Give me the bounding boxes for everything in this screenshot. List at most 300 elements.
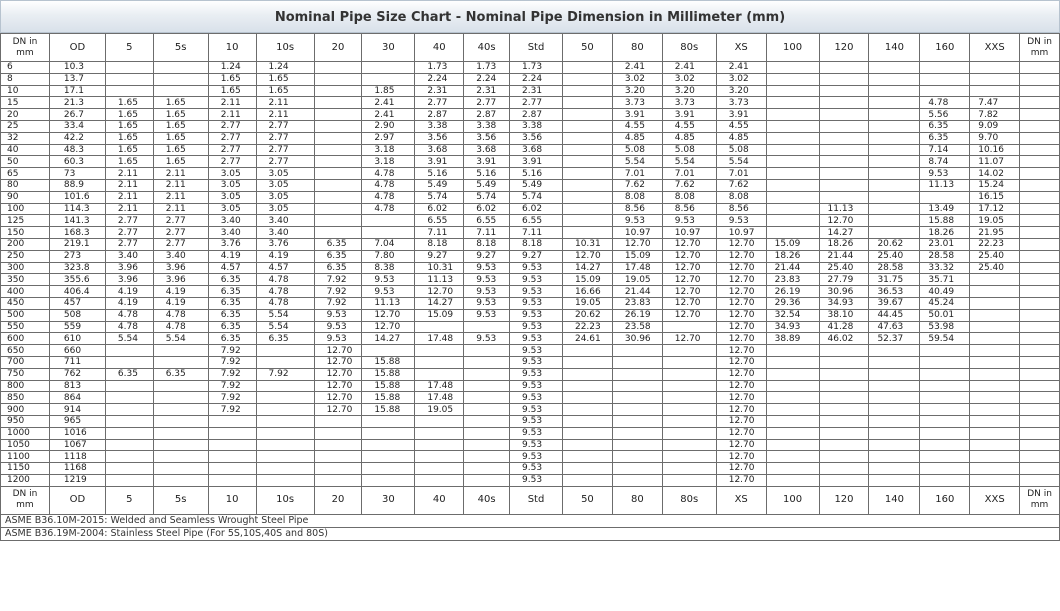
value-cell: [314, 62, 362, 74]
dn-cell: 1200: [1, 474, 50, 486]
value-cell: 3.40: [256, 215, 314, 227]
value-cell: 2.24: [415, 73, 464, 85]
value-cell: 6.55: [510, 215, 563, 227]
value-cell: [766, 227, 819, 239]
value-cell: [819, 179, 869, 191]
value-cell: 12.70: [716, 356, 766, 368]
value-cell: 1.65: [153, 144, 208, 156]
table-row: [1, 238, 1060, 250]
value-cell: [105, 380, 153, 392]
value-cell: 12.70: [662, 262, 716, 274]
value-cell: [1020, 321, 1060, 333]
value-cell: 21.44: [612, 286, 662, 298]
value-cell: [314, 144, 362, 156]
value-cell: 1.65: [153, 156, 208, 168]
value-cell: [415, 415, 464, 427]
value-cell: [612, 427, 662, 439]
value-cell: 6.35: [208, 274, 256, 286]
value-cell: [256, 380, 314, 392]
value-cell: 21.95: [970, 227, 1020, 239]
value-cell: 4.57: [256, 262, 314, 274]
value-cell: 15.88: [920, 215, 970, 227]
value-cell: 6.55: [464, 215, 510, 227]
value-cell: [464, 345, 510, 357]
value-cell: [562, 380, 612, 392]
header-col-17: 140: [869, 34, 920, 62]
value-cell: 2.90: [362, 120, 415, 132]
value-cell: 3.02: [662, 73, 716, 85]
od-cell: 168.3: [49, 227, 105, 239]
value-cell: [869, 132, 920, 144]
footer-col-11: 50: [562, 486, 612, 514]
value-cell: 2.11: [256, 109, 314, 121]
value-cell: 15.88: [362, 380, 415, 392]
value-cell: 1.24: [208, 62, 256, 74]
value-cell: 11.13: [362, 297, 415, 309]
value-cell: 10.16: [970, 144, 1020, 156]
value-cell: 17.48: [415, 333, 464, 345]
table-row: [1, 380, 1060, 392]
value-cell: 2.77: [153, 238, 208, 250]
dn-cell: 700: [1, 356, 50, 368]
footer-header-row: [1, 486, 1060, 514]
value-cell: 5.16: [415, 168, 464, 180]
value-cell: 4.78: [362, 203, 415, 215]
dn-cell: 200: [1, 238, 50, 250]
od-cell: 457: [49, 297, 105, 309]
value-cell: [105, 427, 153, 439]
value-cell: 5.54: [612, 156, 662, 168]
header-row: [1, 34, 1060, 62]
value-cell: 9.53: [716, 215, 766, 227]
value-cell: 12.70: [716, 250, 766, 262]
value-cell: 3.40: [153, 250, 208, 262]
value-cell: 2.87: [464, 109, 510, 121]
dn-cell: 8: [1, 73, 50, 85]
value-cell: [1020, 73, 1060, 85]
value-cell: 7.11: [415, 227, 464, 239]
value-cell: [256, 345, 314, 357]
value-cell: 1.65: [153, 132, 208, 144]
value-cell: [766, 439, 819, 451]
value-cell: 6.35: [920, 120, 970, 132]
value-cell: [869, 85, 920, 97]
header-col-3: 5s: [153, 34, 208, 62]
value-cell: [464, 368, 510, 380]
value-cell: 3.05: [256, 179, 314, 191]
value-cell: 7.92: [256, 368, 314, 380]
value-cell: 4.55: [716, 120, 766, 132]
value-cell: 1.73: [464, 62, 510, 74]
footer-col-3: 5s: [153, 486, 208, 514]
value-cell: [1020, 156, 1060, 168]
value-cell: [1020, 203, 1060, 215]
value-cell: [612, 474, 662, 486]
value-cell: 4.78: [256, 297, 314, 309]
dn-cell: 750: [1, 368, 50, 380]
value-cell: [562, 215, 612, 227]
value-cell: [766, 404, 819, 416]
dn-cell: 6: [1, 62, 50, 74]
dn-cell: 100: [1, 203, 50, 215]
value-cell: 18.26: [920, 227, 970, 239]
value-cell: 17.48: [415, 392, 464, 404]
value-cell: [464, 415, 510, 427]
value-cell: [362, 415, 415, 427]
value-cell: [662, 368, 716, 380]
value-cell: 9.53: [510, 368, 563, 380]
dn-cell: 20: [1, 109, 50, 121]
value-cell: [612, 392, 662, 404]
value-cell: 2.77: [415, 97, 464, 109]
value-cell: [105, 345, 153, 357]
value-cell: 2.11: [208, 97, 256, 109]
value-cell: 25.40: [869, 250, 920, 262]
value-cell: 3.05: [256, 203, 314, 215]
value-cell: [415, 474, 464, 486]
value-cell: 7.92: [208, 345, 256, 357]
value-cell: 9.27: [464, 250, 510, 262]
footnote-asme-b36-19m: ASME B36.19M-2004: Stainless Steel Pipe (For 5S,10S,40S and 80S): [0, 528, 1060, 541]
value-cell: [869, 109, 920, 121]
value-cell: 7.92: [314, 286, 362, 298]
value-cell: [362, 62, 415, 74]
value-cell: 12.70: [662, 297, 716, 309]
table-row: [1, 474, 1060, 486]
value-cell: [415, 321, 464, 333]
value-cell: 7.92: [314, 274, 362, 286]
dn-cell: 1150: [1, 463, 50, 475]
header-col-8: 40: [415, 34, 464, 62]
value-cell: [464, 439, 510, 451]
value-cell: 2.31: [510, 85, 563, 97]
value-cell: [869, 356, 920, 368]
value-cell: 2.77: [153, 215, 208, 227]
value-cell: [362, 451, 415, 463]
value-cell: 3.05: [208, 203, 256, 215]
value-cell: [920, 73, 970, 85]
value-cell: 21.44: [819, 250, 869, 262]
value-cell: 9.27: [510, 250, 563, 262]
value-cell: 32.54: [766, 309, 819, 321]
value-cell: 7.62: [662, 179, 716, 191]
value-cell: [970, 439, 1020, 451]
value-cell: 12.70: [415, 286, 464, 298]
table-row: [1, 132, 1060, 144]
value-cell: 9.53: [612, 215, 662, 227]
value-cell: [314, 215, 362, 227]
dn-cell: 32: [1, 132, 50, 144]
value-cell: 1.65: [105, 132, 153, 144]
od-cell: 48.3: [49, 144, 105, 156]
value-cell: 9.53: [362, 274, 415, 286]
value-cell: [920, 474, 970, 486]
value-cell: [920, 62, 970, 74]
table-body: [1, 62, 1060, 487]
table-row: [1, 368, 1060, 380]
value-cell: 4.78: [153, 309, 208, 321]
value-cell: 6.02: [510, 203, 563, 215]
value-cell: 2.11: [153, 168, 208, 180]
value-cell: 15.09: [612, 250, 662, 262]
value-cell: [766, 203, 819, 215]
value-cell: [1020, 262, 1060, 274]
value-cell: 9.09: [970, 120, 1020, 132]
value-cell: [562, 474, 612, 486]
dn-cell: 500: [1, 309, 50, 321]
value-cell: [869, 168, 920, 180]
chart-title: Nominal Pipe Size Chart - Nominal Pipe Dimension in Millimeter (mm): [0, 0, 1060, 33]
value-cell: 8.18: [510, 238, 563, 250]
value-cell: [662, 321, 716, 333]
value-cell: 15.09: [562, 274, 612, 286]
footer-col-4: 10: [208, 486, 256, 514]
value-cell: [256, 451, 314, 463]
value-cell: 9.53: [662, 215, 716, 227]
value-cell: 2.11: [105, 203, 153, 215]
value-cell: 5.74: [464, 191, 510, 203]
value-cell: 17.12: [970, 203, 1020, 215]
value-cell: [970, 474, 1020, 486]
value-cell: [766, 380, 819, 392]
value-cell: 2.41: [716, 62, 766, 74]
value-cell: [415, 427, 464, 439]
value-cell: 6.55: [415, 215, 464, 227]
value-cell: [208, 474, 256, 486]
value-cell: 7.62: [716, 179, 766, 191]
value-cell: 10.31: [562, 238, 612, 250]
value-cell: [105, 451, 153, 463]
value-cell: 12.70: [716, 274, 766, 286]
value-cell: 38.10: [819, 309, 869, 321]
od-cell: 101.6: [49, 191, 105, 203]
od-cell: 1118: [49, 451, 105, 463]
value-cell: 2.77: [153, 227, 208, 239]
value-cell: [766, 168, 819, 180]
footer-col-10: Std: [510, 486, 563, 514]
value-cell: 7.62: [612, 179, 662, 191]
value-cell: [869, 156, 920, 168]
od-cell: 1067: [49, 439, 105, 451]
value-cell: [920, 439, 970, 451]
value-cell: [415, 356, 464, 368]
value-cell: 23.58: [612, 321, 662, 333]
value-cell: [1020, 227, 1060, 239]
value-cell: 9.53: [464, 297, 510, 309]
value-cell: [869, 227, 920, 239]
value-cell: [766, 73, 819, 85]
value-cell: 4.78: [105, 309, 153, 321]
table-row: [1, 191, 1060, 203]
value-cell: [208, 451, 256, 463]
value-cell: 8.18: [415, 238, 464, 250]
value-cell: [105, 85, 153, 97]
header-col-20: DN in mm: [1020, 34, 1060, 62]
value-cell: [153, 85, 208, 97]
value-cell: 52.37: [869, 333, 920, 345]
value-cell: 9.70: [970, 132, 1020, 144]
dn-cell: 50: [1, 156, 50, 168]
value-cell: [920, 368, 970, 380]
value-cell: 15.88: [362, 404, 415, 416]
value-cell: [612, 368, 662, 380]
value-cell: 2.77: [256, 120, 314, 132]
value-cell: 18.26: [766, 250, 819, 262]
value-cell: 3.02: [716, 73, 766, 85]
value-cell: 4.78: [256, 274, 314, 286]
value-cell: [662, 380, 716, 392]
value-cell: [612, 451, 662, 463]
value-cell: [819, 392, 869, 404]
table-row: [1, 404, 1060, 416]
value-cell: 2.11: [105, 191, 153, 203]
dn-cell: 90: [1, 191, 50, 203]
footer-col-0: DN in mm: [1, 486, 50, 514]
footer-col-18: 160: [920, 486, 970, 514]
value-cell: 2.11: [153, 179, 208, 191]
value-cell: [869, 463, 920, 475]
value-cell: 1.73: [510, 62, 563, 74]
value-cell: [153, 73, 208, 85]
value-cell: 3.76: [256, 238, 314, 250]
dn-cell: 1050: [1, 439, 50, 451]
value-cell: [1020, 191, 1060, 203]
value-cell: [766, 368, 819, 380]
header-col-16: 120: [819, 34, 869, 62]
value-cell: 6.35: [208, 286, 256, 298]
value-cell: 4.78: [920, 97, 970, 109]
header-col-14: XS: [716, 34, 766, 62]
value-cell: 4.19: [153, 286, 208, 298]
value-cell: 4.78: [362, 191, 415, 203]
value-cell: 9.53: [510, 274, 563, 286]
footer-col-8: 40: [415, 486, 464, 514]
value-cell: [662, 451, 716, 463]
value-cell: 3.96: [153, 262, 208, 274]
value-cell: 11.13: [920, 179, 970, 191]
value-cell: [362, 73, 415, 85]
od-cell: 1168: [49, 463, 105, 475]
value-cell: [970, 463, 1020, 475]
od-cell: 13.7: [49, 73, 105, 85]
od-cell: 21.3: [49, 97, 105, 109]
value-cell: 9.53: [510, 356, 563, 368]
value-cell: 12.70: [662, 309, 716, 321]
value-cell: 12.70: [716, 415, 766, 427]
value-cell: 9.53: [314, 333, 362, 345]
value-cell: 5.74: [415, 191, 464, 203]
value-cell: 3.91: [415, 156, 464, 168]
dn-cell: 150: [1, 227, 50, 239]
header-col-2: 5: [105, 34, 153, 62]
value-cell: 12.70: [662, 333, 716, 345]
value-cell: 2.41: [662, 62, 716, 74]
table-row: [1, 215, 1060, 227]
value-cell: 9.53: [510, 333, 563, 345]
footer-col-14: XS: [716, 486, 766, 514]
value-cell: 5.54: [662, 156, 716, 168]
value-cell: [153, 392, 208, 404]
value-cell: [920, 191, 970, 203]
header-col-19: XXS: [970, 34, 1020, 62]
header-col-5: 10s: [256, 34, 314, 62]
value-cell: 2.87: [510, 109, 563, 121]
value-cell: 1.65: [256, 85, 314, 97]
value-cell: 13.49: [920, 203, 970, 215]
value-cell: 9.53: [510, 463, 563, 475]
value-cell: [869, 368, 920, 380]
value-cell: 9.53: [510, 392, 563, 404]
value-cell: [562, 62, 612, 74]
value-cell: 4.85: [716, 132, 766, 144]
value-cell: 5.74: [510, 191, 563, 203]
dn-cell: 25: [1, 120, 50, 132]
value-cell: 1.65: [256, 73, 314, 85]
footer-col-5: 10s: [256, 486, 314, 514]
value-cell: [562, 179, 612, 191]
value-cell: [612, 415, 662, 427]
value-cell: 1.85: [362, 85, 415, 97]
dn-cell: 400: [1, 286, 50, 298]
value-cell: 12.70: [662, 238, 716, 250]
value-cell: [1020, 62, 1060, 74]
value-cell: [1020, 439, 1060, 451]
table-row: [1, 179, 1060, 191]
value-cell: 9.53: [464, 286, 510, 298]
table-row: [1, 144, 1060, 156]
value-cell: 11.07: [970, 156, 1020, 168]
value-cell: [153, 62, 208, 74]
value-cell: [562, 356, 612, 368]
value-cell: 9.53: [464, 333, 510, 345]
value-cell: 44.45: [869, 309, 920, 321]
value-cell: 2.77: [510, 97, 563, 109]
value-cell: 15.88: [362, 392, 415, 404]
value-cell: [970, 321, 1020, 333]
value-cell: 7.92: [314, 297, 362, 309]
value-cell: 2.77: [208, 120, 256, 132]
value-cell: 12.70: [662, 274, 716, 286]
value-cell: 12.70: [716, 262, 766, 274]
table-row: [1, 286, 1060, 298]
value-cell: 3.91: [662, 109, 716, 121]
value-cell: 3.20: [662, 85, 716, 97]
od-cell: 219.1: [49, 238, 105, 250]
value-cell: 12.70: [362, 309, 415, 321]
value-cell: 7.92: [208, 368, 256, 380]
value-cell: [562, 168, 612, 180]
value-cell: 6.02: [464, 203, 510, 215]
value-cell: [1020, 474, 1060, 486]
value-cell: [819, 380, 869, 392]
value-cell: [314, 120, 362, 132]
value-cell: [869, 97, 920, 109]
value-cell: 5.16: [464, 168, 510, 180]
value-cell: 3.91: [612, 109, 662, 121]
value-cell: 9.53: [920, 168, 970, 180]
value-cell: 15.88: [362, 356, 415, 368]
value-cell: 17.48: [415, 380, 464, 392]
value-cell: 2.77: [105, 238, 153, 250]
value-cell: 7.01: [716, 168, 766, 180]
header-col-11: 50: [562, 34, 612, 62]
value-cell: 19.05: [612, 274, 662, 286]
value-cell: 12.70: [716, 286, 766, 298]
value-cell: [362, 463, 415, 475]
value-cell: 16.15: [970, 191, 1020, 203]
value-cell: [766, 215, 819, 227]
footer-col-17: 140: [869, 486, 920, 514]
